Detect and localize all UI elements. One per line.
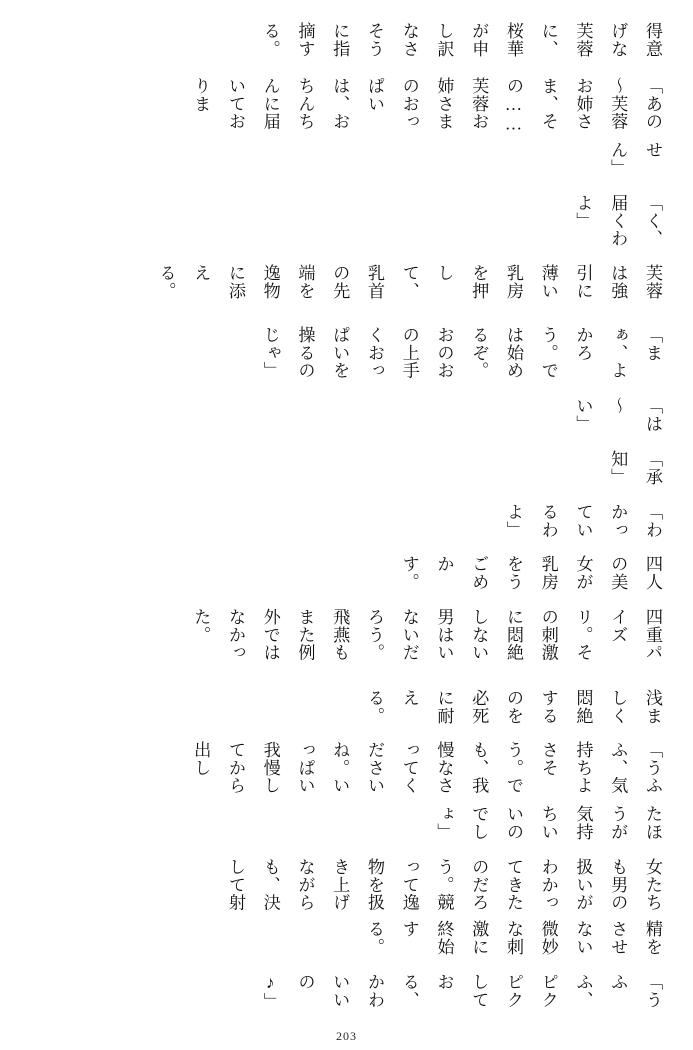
paragraph: 芙蓉は強引に薄い乳房を押して、乳首の先端を逸物に添える。 — [156, 264, 662, 301]
paragraph: 精をさせない微妙な刺激に終始する。 — [365, 920, 662, 956]
paragraph: 女たちも男の扱いがわかってきたのだろう。競って逸物を扱き上げながらも、決して射 — [226, 857, 662, 912]
vertical-text-body — [24, 22, 669, 1010]
paragraph: せん」 — [608, 141, 662, 178]
paragraph: 浅ましく悶絶するのを必死に耐える。 — [365, 688, 662, 725]
paragraph: 「うふふ、気持ちよさそう。でも、我慢なさってくださいね。いっぱい我慢してから出し — [191, 741, 662, 795]
paragraph: 「わかっているわよ」 — [504, 502, 662, 539]
paragraph: 得意げな芙蓉に、桜華が申し訳なさそうに指摘する。 — [260, 22, 662, 58]
paragraph: 四重パイズリ。その刺激に悶絶しない男はいないだろう。飛燕もまた例外ではなかった。 — [191, 607, 662, 662]
paragraph: 四人の美女が乳房をうごめかす。 — [399, 555, 662, 591]
paragraph: 「まぁ、よかろう。では始めるぞ。おのおの上手くおっぱいを操るのじゃ」 — [260, 326, 662, 380]
paragraph: たほうが気持ちいいのでしょ」 — [434, 805, 662, 841]
paragraph: 「うふふ、ピクピクしておる、かわいいの♪」 — [260, 972, 662, 1011]
paragraph: 「承知」 — [608, 450, 662, 486]
paragraph: 「く、届くわよ」 — [573, 194, 662, 248]
paragraph: 「あの～芙蓉お姉さま、その……芙蓉お姉さまのおっぱいは、おちんちんに届いておりま — [191, 77, 662, 135]
paragraph: 「は～い」 — [573, 397, 662, 434]
page-number: 203 — [336, 1029, 357, 1043]
